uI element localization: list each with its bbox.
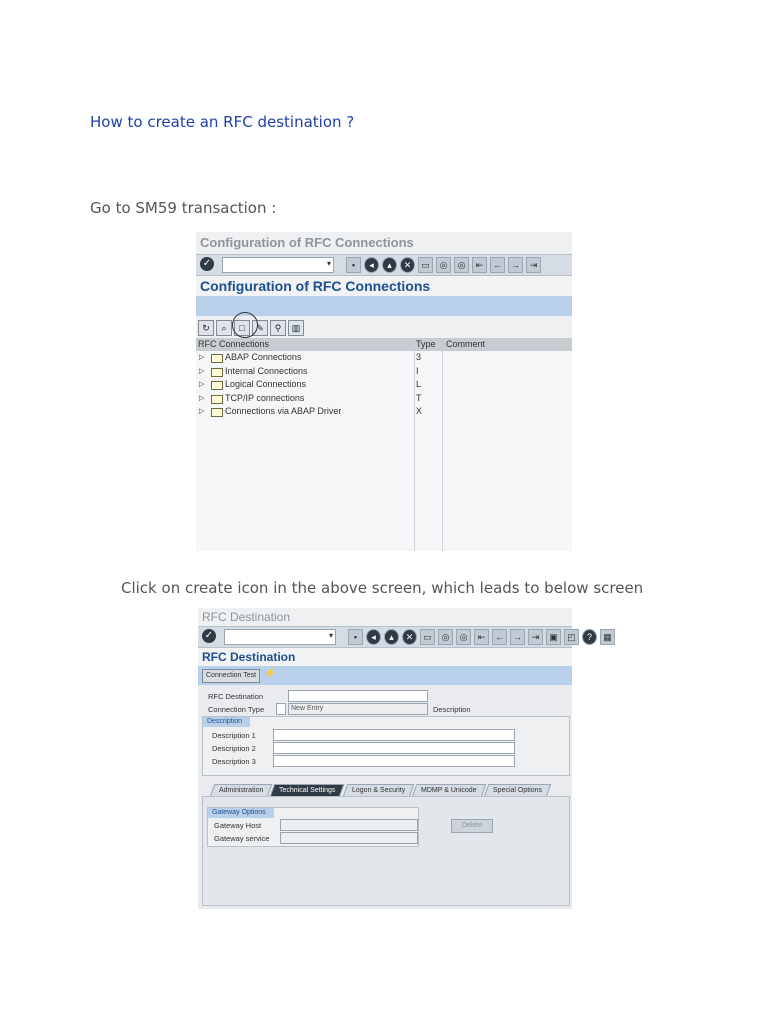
connection-type-input[interactable]: [276, 703, 286, 715]
prev-page-icon[interactable]: ←: [492, 629, 507, 645]
gateway-service-input[interactable]: [280, 832, 418, 844]
rfc-destination-screenshot: [198, 608, 612, 909]
tab-mdmp-unicode[interactable]: MDMP & Unicode: [412, 784, 486, 797]
description-2-label: Description 2: [212, 744, 256, 753]
page-title: RFC Destination: [198, 648, 572, 666]
command-field[interactable]: [222, 257, 334, 273]
refresh-icon[interactable]: ↻: [198, 320, 214, 336]
description-3-label: Description 3: [212, 757, 256, 766]
find-next-icon[interactable]: ◎: [454, 257, 469, 273]
tab-technical-settings[interactable]: Technical Settings: [270, 784, 345, 797]
create-icon[interactable]: □: [234, 320, 250, 336]
search-icon[interactable]: ⌕: [216, 320, 232, 336]
application-toolbar: [198, 666, 572, 685]
folder-icon: [211, 368, 223, 377]
tree-row[interactable]: ▷ ABAP Connections 3: [196, 351, 572, 365]
gateway-service-label: Gateway service: [214, 834, 270, 843]
unicode-test-icon[interactable]: ⚡: [264, 668, 277, 679]
find-icon[interactable]: ◎: [436, 257, 451, 273]
col-type[interactable]: Type: [416, 339, 436, 349]
tree-row[interactable]: ▷ Internal Connections I: [196, 365, 572, 379]
expand-icon[interactable]: ▷: [199, 367, 205, 375]
delete-button[interactable]: Delete: [451, 819, 493, 833]
command-field[interactable]: [224, 629, 336, 645]
print-icon[interactable]: ▭: [420, 629, 435, 645]
prev-page-icon[interactable]: ←: [490, 257, 505, 273]
technical-settings-pane: [202, 796, 570, 906]
expand-icon[interactable]: ▷: [199, 394, 205, 402]
toolbar-icons: [346, 257, 541, 273]
tab-logon-security[interactable]: Logon & Security: [342, 784, 414, 797]
first-page-icon[interactable]: ⇤: [472, 257, 487, 273]
gateway-host-input[interactable]: [280, 819, 418, 831]
application-toolbar: [196, 316, 572, 338]
rfc-destination-input[interactable]: [288, 690, 428, 702]
delete-icon[interactable]: ▥: [288, 320, 304, 336]
tree-row[interactable]: ▷ Logical Connections L: [196, 378, 572, 392]
save-icon[interactable]: ▪: [348, 629, 363, 645]
enter-icon[interactable]: ✓: [200, 257, 214, 271]
col-comment[interactable]: Comment: [446, 339, 486, 349]
description-1-label: Description 1: [212, 731, 256, 740]
step2-text: Click on create icon in the above screen, which leads to below screen: [121, 579, 644, 597]
folder-icon: [211, 354, 223, 363]
system-toolbar: [196, 254, 572, 276]
enter-icon[interactable]: ✓: [202, 629, 216, 643]
dropdown-icon[interactable]: ▾: [328, 631, 333, 640]
sm59-screenshot: [196, 232, 572, 547]
description-2-input[interactable]: [273, 742, 515, 754]
blue-band: [196, 296, 572, 316]
rfc-destination-label: RFC Destination: [208, 692, 264, 701]
display-icon[interactable]: ⚲: [270, 320, 286, 336]
window-title: Configuration of RFC Connections: [196, 232, 572, 254]
find-next-icon[interactable]: ◎: [456, 629, 471, 645]
connection-test-button[interactable]: Connection Test: [202, 669, 260, 683]
connection-type-label: Connection Type: [208, 705, 265, 714]
tree-row[interactable]: ▷ TCP/IP connections T: [196, 392, 572, 406]
description-3-input[interactable]: [273, 755, 515, 767]
connection-tree: [196, 351, 572, 551]
last-page-icon[interactable]: ⇥: [528, 629, 543, 645]
tree-header: [196, 338, 572, 351]
gateway-options-title: Gateway Options: [208, 808, 274, 818]
expand-icon[interactable]: ▷: [199, 354, 205, 361]
system-toolbar: [198, 626, 612, 648]
description-1-input[interactable]: [273, 729, 515, 741]
save-icon[interactable]: ▪: [346, 257, 361, 273]
exit-icon[interactable]: ▴: [384, 629, 399, 645]
window-title: RFC Destination: [198, 608, 572, 626]
print-icon[interactable]: ▭: [418, 257, 433, 273]
tab-special-options[interactable]: Special Options: [483, 784, 551, 797]
help-icon[interactable]: ?: [582, 629, 597, 645]
tab-administration[interactable]: Administration: [210, 784, 273, 797]
expand-icon[interactable]: ▷: [199, 408, 205, 415]
expand-icon[interactable]: ▷: [199, 381, 205, 388]
layout-icon[interactable]: ▦: [600, 629, 615, 645]
folder-icon: [211, 381, 223, 390]
col-rfc-connections[interactable]: RFC Connections: [198, 339, 270, 349]
gateway-host-label: Gateway Host: [214, 821, 262, 830]
description-label: Description: [433, 705, 471, 714]
back-icon[interactable]: ◂: [366, 629, 381, 645]
folder-icon: [211, 408, 223, 417]
cancel-icon[interactable]: ✕: [400, 257, 415, 273]
tree-row[interactable]: ▷ Connections via ABAP Driver X: [196, 405, 572, 419]
page-heading: How to create an RFC destination ?: [90, 113, 355, 131]
toolbar-icons: [348, 629, 615, 645]
back-icon[interactable]: ◂: [364, 257, 379, 273]
connection-type-value: New Entry: [288, 703, 428, 715]
next-page-icon[interactable]: →: [508, 257, 523, 273]
dropdown-icon[interactable]: ▾: [326, 259, 331, 268]
last-page-icon[interactable]: ⇥: [526, 257, 541, 273]
description-group: [202, 716, 570, 776]
new-session-icon[interactable]: ▣: [546, 629, 561, 645]
description-group-title: Description: [203, 717, 250, 727]
folder-icon: [211, 395, 223, 404]
edit-icon[interactable]: ✎: [252, 320, 268, 336]
step1-text: Go to SM59 transaction :: [90, 199, 277, 217]
shortcut-icon[interactable]: ◰: [564, 629, 579, 645]
page-title: Configuration of RFC Connections: [196, 276, 572, 296]
gateway-options-group: [207, 807, 419, 847]
exit-icon[interactable]: ▴: [382, 257, 397, 273]
find-icon[interactable]: ◎: [438, 629, 453, 645]
next-page-icon[interactable]: →: [510, 629, 525, 645]
first-page-icon[interactable]: ⇤: [474, 629, 489, 645]
cancel-icon[interactable]: ✕: [402, 629, 417, 645]
highlight-circle: [232, 312, 258, 338]
